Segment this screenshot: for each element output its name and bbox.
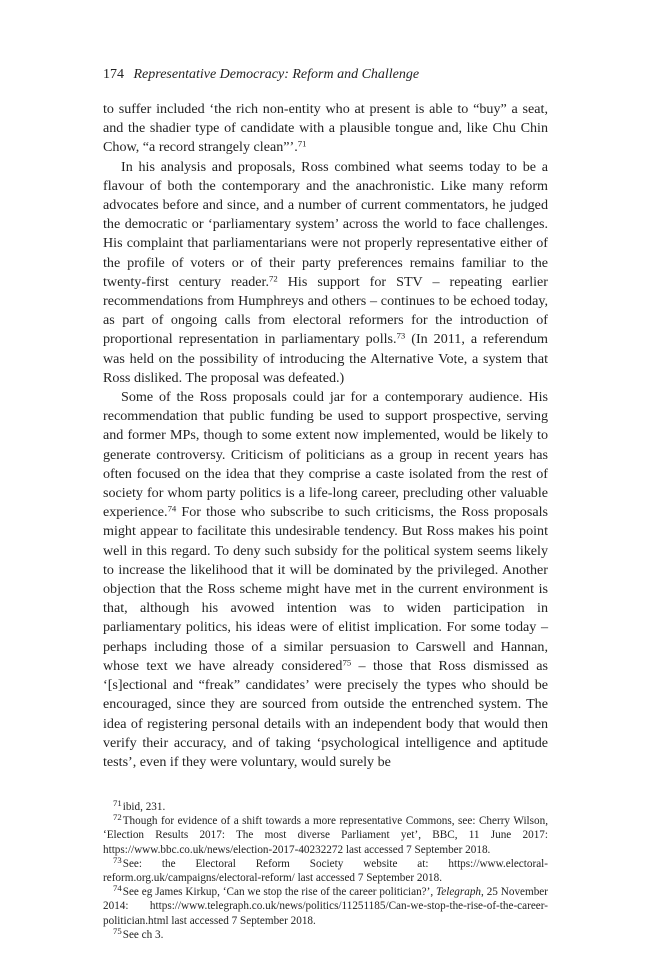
paragraph-text: His support for STV – repeating earlier recommendations from Humphreys and others – continues to be echoed today, as part of ongoing calls from electoral reformers for the introduction of proportional representation in parliamentary polls. bbox=[103, 273, 548, 348]
paragraph-text: Some of the Ross proposals could jar for a contemporary audience. His recommendation that public funding be used to support prospective, serving and former MPs, though to some extent now implemented, would be likely to generate controversy. Criticism of politicians as a group in recent years has often focused on the idea that they comprise a caste isolated from the rest of society for whom party politics is a life-long career, precluding other valuable experience. bbox=[103, 389, 548, 521]
footnote-number: 74 bbox=[113, 883, 122, 894]
paragraph bbox=[103, 100, 548, 158]
footnote bbox=[103, 800, 548, 814]
footnote-source-title: Telegraph bbox=[436, 886, 482, 899]
footnote-ref: 74 bbox=[167, 503, 177, 514]
footnote bbox=[103, 854, 548, 885]
footnote-text: See: the Electoral Reform Society website at: https://www.electoral-reform.org.uk/campaigns/electoral-reform/ last accessed 7 September 2018. bbox=[103, 857, 548, 885]
footnote-number: 72 bbox=[113, 812, 122, 823]
paragraph-text: to suffer included ‘the rich non-entity who at present is able to “buy” a seat, and the shadier type of candidate with a plausible tongue and, like Chu Chin Chow, “a record strangely clean”’. bbox=[103, 101, 548, 156]
paragraph-text: (In 2011, a referendum was held on the possibility of introducing the Alternative Vote, a system that Ross disliked. The proposal was defeated.) bbox=[103, 331, 548, 386]
paragraph bbox=[103, 388, 548, 772]
footnote-text: , 25 November 2014: https://www.telegraph.co.uk/news/politics/11251185/Can-we-stop-the-rise-of-the-career-politician.html last accessed 7 September 2018. bbox=[103, 886, 548, 927]
footnote-ref: 73 bbox=[396, 331, 406, 342]
footnote-ref: 71 bbox=[297, 139, 307, 150]
paragraph-text: For those who subscribe to such criticisms, the Ross proposals might appear to facilitate this undesirable tendency. But Ross makes his point well in this regard. To deny such subsidy for the political system seems likely to increase the likelihood that it will be dominated by the privileged. Another objection that the Ross scheme might have met in the current environment is that, although his avowed intention was to widen participation in parliamentary politics, his ideas were of elitist implication. For some today – perhaps including those of a similar persuasion to Carswell and Hannan, whose text we have already considered bbox=[103, 504, 548, 674]
footnote-text: Though for evidence of a shift towards a more representative Commons, see: Cherry Wilson, ‘Election Results 2017: The most diverse Parliament yet’, BBC, 11 June 2017: https://www.bbc.co.uk/news/election-2017-40232272 last accessed 7 September 2018. bbox=[103, 815, 548, 856]
footnote bbox=[103, 925, 548, 942]
footnote bbox=[103, 814, 548, 857]
footnote-text: ibid, 231. bbox=[122, 801, 166, 813]
paragraph-text: In his analysis and proposals, Ross combined what seems today to be a flavour of both the contemporary and the anachronistic. Like many reform advocates before and since, and a number of current commentators, he judged the democratic or ‘parliamentary system’ across the world to face challenges. His complaint that parliamentarians were not properly representative either of the profile of voters or of their party preferences remains familiar to the twenty-first century reader. bbox=[103, 158, 548, 290]
paragraph-text: – those that Ross dismissed as ‘[s]ectional and “freak” candidates’ were precisely the types who should be encouraged, since they are sourced from outside the entrenched system. The idea of registering personal details with an independent body that would then verify their accuracy, and of taking ‘psychological intelligence and aptitude tests’, even if they were voluntary, would surely be bbox=[103, 657, 548, 770]
paragraph bbox=[103, 158, 548, 388]
footnote bbox=[103, 885, 548, 928]
footnotes bbox=[103, 800, 548, 942]
footnote-text: See ch 3. bbox=[122, 928, 164, 941]
body-text bbox=[103, 100, 548, 772]
page-number: 174 bbox=[103, 67, 124, 82]
footnote-text: See eg James Kirkup, ‘Can we stop the rise of the career politician?’, bbox=[122, 886, 437, 899]
footnote-number: 75 bbox=[113, 925, 122, 936]
running-header bbox=[103, 66, 548, 84]
footnote-ref: 72 bbox=[269, 273, 278, 284]
footnote-ref: 75 bbox=[342, 657, 352, 668]
running-title: Representative Democracy: Reform and Challenge bbox=[133, 67, 420, 82]
footnote-number: 71 bbox=[113, 798, 122, 809]
footnote-number: 73 bbox=[113, 854, 122, 865]
